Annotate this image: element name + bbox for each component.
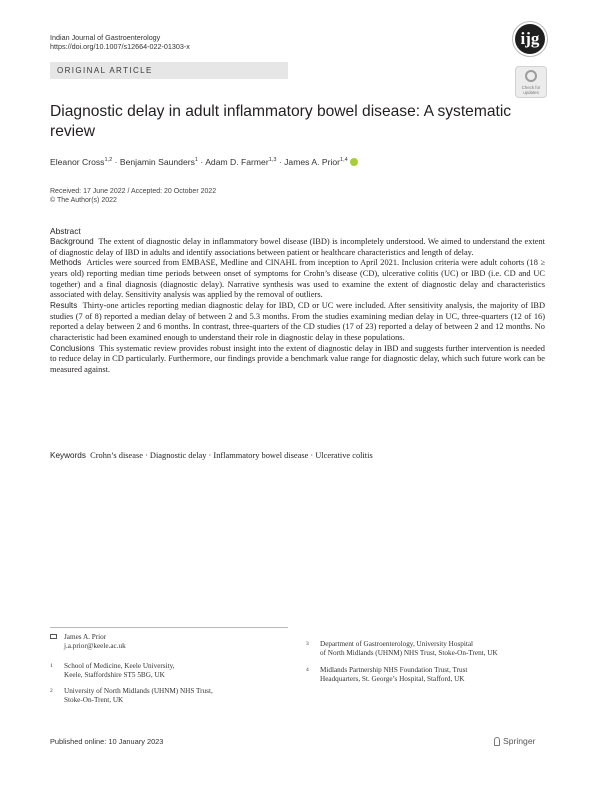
keywords-label: Keywords: [50, 451, 86, 460]
journal-header: [50, 33, 190, 51]
affiliation-4: [306, 666, 551, 686]
corresponding-email[interactable]: j.a.prior@keele.ac.uk: [64, 642, 126, 651]
abstract-section-methods: [50, 258, 545, 300]
affiliation-line: Department of Gastroenterology, University Hospital: [320, 640, 474, 648]
section-label: Methods: [50, 258, 82, 268]
article-type: ORIGINAL ARTICLE: [57, 66, 153, 75]
affiliation-line: School of Medicine, Keele University,: [64, 662, 175, 670]
affiliation-number: 2: [50, 688, 53, 694]
springer-logo: [503, 736, 535, 746]
abstract-section-background: [50, 237, 545, 258]
affiliation-line: University of North Midlands (UHNM) NHS Trust,: [64, 687, 213, 695]
section-text: This systematic review provides robust insight into the extent of diagnostic delay in IBD and suggests further intervention is needed to reduce delay in CD particularly. Furthermore, our findings provide a benchmark value range for diagnostic delay, which such future work can be measured against.: [50, 343, 545, 374]
keywords-text: Crohn’s disease · Diagnostic delay · Inflammatory bowel disease · Ulcerative colitis: [90, 451, 373, 460]
affiliation-1: [50, 662, 290, 682]
keywords: [50, 451, 545, 462]
author-affiliation: 1,3: [268, 157, 277, 164]
section-label: Conclusions: [50, 343, 95, 353]
abstract-heading: Abstract: [50, 226, 81, 236]
author-name[interactable]: Benjamin Saunders: [119, 157, 195, 167]
article-dates: [50, 187, 216, 206]
footnote-divider: [50, 627, 288, 628]
check-updates-icon: [525, 70, 537, 82]
section-label: Results: [50, 300, 78, 310]
section-text: Articles were sourced from EMBASE, Medline and CINAHL from inception to April 2021. Inclusion criteria were adult cohorts (18 ≥ years old) reporting median time periods between onset of symptoms for Crohn’s disease (CD), ulcerative colitis (UC) or IBD (i.e. CD and UC together) and a final diagnosis (diagnostic delay). Narrative synthesis was used to examine the extent of diagnostic delay and characteristics associated with delay. Sensitivity analysis was applied by the removal of outliers.: [50, 258, 546, 300]
corresponding-author: James A. Prior: [64, 633, 107, 641]
author-separator: ·: [112, 157, 120, 167]
journal-name: Indian Journal of Gastroenterology: [50, 33, 161, 42]
author-affiliation: 1,4: [340, 157, 348, 164]
affiliation-3: [306, 640, 551, 660]
check-updates-label: Check for updates: [521, 85, 541, 95]
author-separator: ·: [198, 157, 206, 167]
abstract-body: [50, 237, 545, 375]
doi-link[interactable]: https://doi.org/10.1007/s12664-022-01303-x: [50, 42, 190, 52]
section-text: Thirty-one articles reporting median diagnostic delay for IBD, CD or UC were included. After sensitivity analysis, the majority of IBD studies (7 of 8) reported a median delay of between 2 and 5.3 months. From the studies examining median delay in UC, three-quarters (12 of 16) reported a delay between 2 and 6 months. In contrast, three-quarters of the CD studies (17 of 23) reported a delay of between 2 and 12 months. No characteristic had been examined enough to understand their role in diagnostic delay in these populations.: [50, 300, 546, 342]
affiliation-number: 4: [306, 667, 309, 673]
received-accepted-dates: Received: 17 June 2022 / Accepted: 20 October 2022: [50, 188, 217, 195]
affiliation-line: of North Midlands (UHNM) NHS Trust, Stoke-On-Trent, UK: [320, 649, 498, 658]
affiliation-number: 3: [306, 641, 309, 647]
author-separator: ·: [276, 157, 285, 167]
author-name[interactable]: Eleanor Cross: [50, 157, 105, 167]
copyright-line: © The Author(s) 2022: [50, 197, 117, 205]
section-label: Background: [50, 237, 94, 246]
affiliation-line: Keele, Staffordshire ST5 5BG, UK: [64, 671, 165, 680]
author-name[interactable]: Adam D. Farmer: [205, 157, 269, 167]
author-name[interactable]: James A. Prior: [284, 157, 341, 167]
affiliation-line: Stoke-On-Trent, UK: [64, 696, 124, 705]
abstract-section-results: [50, 301, 545, 343]
email-icon: [50, 634, 57, 639]
affiliation-number: 1: [50, 663, 53, 669]
check-for-updates-button[interactable]: [515, 66, 547, 98]
author-affiliation: 1,2: [104, 157, 113, 164]
springer-horse-icon: [494, 737, 500, 746]
author-list: [50, 157, 358, 167]
section-text: The extent of diagnostic delay in inflammatory bowel disease (IBD) is incompletely understood. We aimed to understand the extent of diagnostic delay of IBD in adults and identify associations between patient or healthcare characteristics and length of delay.: [50, 237, 545, 257]
orcid-icon[interactable]: [350, 158, 358, 166]
published-online: Published online: 10 January 2023: [50, 737, 164, 746]
article-title: Diagnostic delay in adult inflammatory bowel disease: A systematic review: [50, 103, 512, 140]
correspondence-note: [50, 633, 290, 653]
affiliation-line: Headquarters, St. George’s Hospital, Stafford, UK: [320, 675, 465, 684]
journal-logo: ijg: [515, 24, 545, 54]
affiliation-2: [50, 687, 290, 707]
abstract-section-conclusions: [50, 344, 545, 376]
affiliation-line: Midlands Partnership NHS Foundation Trust, Trust: [320, 666, 468, 674]
publisher-name: Springer: [503, 736, 536, 746]
author-affiliation: 1: [194, 157, 199, 164]
